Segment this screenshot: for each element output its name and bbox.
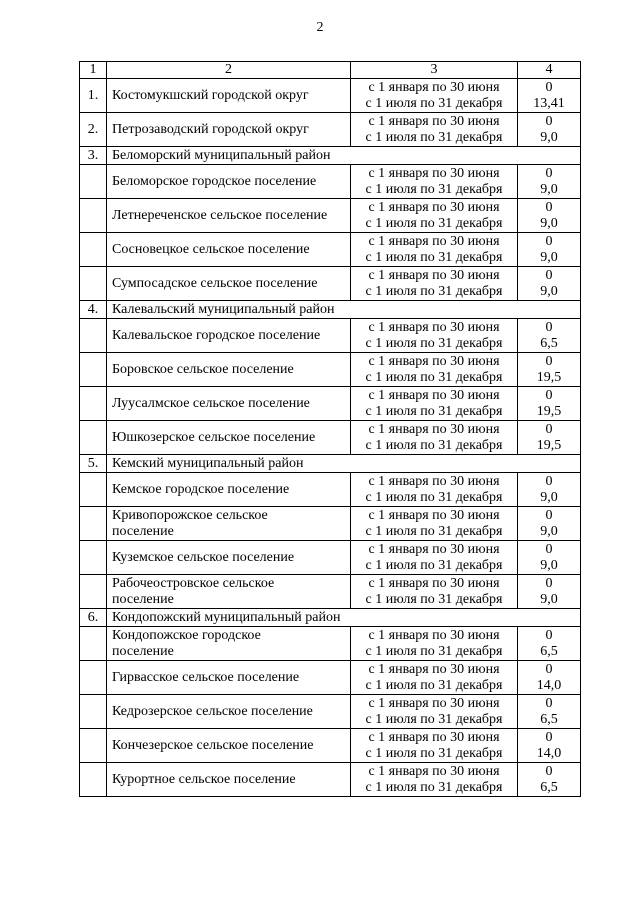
rate-value: 9,0	[540, 283, 558, 299]
table-row	[80, 575, 581, 609]
settlement-name-line: Юшкозерское сельское поселение	[112, 429, 316, 445]
settlement-name	[107, 541, 351, 575]
district-row	[80, 147, 581, 165]
rate-value: 0	[545, 541, 553, 557]
settlement-name-line: Кондопожское городское	[112, 627, 261, 643]
rate-value: 6,5	[540, 779, 558, 795]
settlement-name	[107, 729, 351, 763]
settlement-name-line: Кончезерское сельское поселение	[112, 737, 314, 753]
period-line: с 1 января по 30 июня	[368, 165, 500, 181]
rate-cell	[518, 627, 581, 661]
period-line: с 1 июля по 31 декабря	[365, 181, 503, 197]
period-cell	[351, 165, 518, 199]
settlement-name-line: поселение	[112, 591, 174, 607]
table-row	[80, 353, 581, 387]
header-cell-3: 3	[351, 62, 518, 79]
table-row	[80, 729, 581, 763]
rate-value: 0	[545, 199, 553, 215]
period-line: с 1 июля по 31 декабря	[365, 677, 503, 693]
period-line: с 1 января по 30 июня	[368, 695, 500, 711]
settlement-name-line: Петрозаводский городской округ	[112, 121, 309, 137]
settlement-name	[107, 267, 351, 301]
period-line: с 1 января по 30 июня	[368, 267, 500, 283]
rate-value: 0	[545, 387, 553, 403]
period-line: с 1 июля по 31 декабря	[365, 215, 503, 231]
table-row	[80, 541, 581, 575]
rate-value: 0	[545, 165, 553, 181]
row-number	[80, 421, 107, 455]
row-number	[80, 233, 107, 267]
rate-value: 9,0	[540, 523, 558, 539]
rate-value: 9,0	[540, 249, 558, 265]
row-number	[80, 165, 107, 199]
rate-value: 14,0	[536, 677, 562, 693]
district-name: Беломорский муниципальный район	[107, 147, 581, 165]
rate-value: 0	[545, 233, 553, 249]
period-line: с 1 января по 30 июня	[368, 79, 500, 95]
settlement-name-line: Кедрозерское сельское поселение	[112, 703, 313, 719]
row-number	[80, 729, 107, 763]
settlement-name-line: Гирвасское сельское поселение	[112, 669, 300, 685]
settlement-name-line: Рабочеостровское сельское	[112, 575, 275, 591]
district-row	[80, 455, 581, 473]
period-cell	[351, 627, 518, 661]
rate-value: 0	[545, 627, 553, 643]
row-number	[80, 473, 107, 507]
rate-value: 6,5	[540, 711, 558, 727]
settlement-name	[107, 763, 351, 797]
period-cell	[351, 575, 518, 609]
page-number: 2	[316, 20, 324, 35]
row-number	[80, 695, 107, 729]
settlement-name	[107, 79, 351, 113]
settlement-name-line: Калевальское городское поселение	[112, 327, 321, 343]
row-number	[80, 267, 107, 301]
period-line: с 1 января по 30 июня	[368, 473, 500, 489]
rate-value: 6,5	[540, 643, 558, 659]
rate-value: 9,0	[540, 489, 558, 505]
rate-cell	[518, 353, 581, 387]
settlement-name-line: Сосновецкое сельское поселение	[112, 241, 310, 257]
period-line: с 1 июля по 31 декабря	[365, 403, 503, 419]
settlement-name-line: Кемское городское поселение	[112, 481, 290, 497]
header-cell-4: 4	[518, 62, 581, 79]
rate-value: 19,5	[536, 403, 562, 419]
settlement-name-line: Курортное сельское поселение	[112, 771, 296, 787]
period-line: с 1 июля по 31 декабря	[365, 489, 503, 505]
period-line: с 1 января по 30 июня	[368, 387, 500, 403]
table-row	[80, 473, 581, 507]
settlement-name-line: Боровское сельское поселение	[112, 361, 294, 377]
rate-value: 0	[545, 695, 553, 711]
rate-value: 0	[545, 661, 553, 677]
settlement-name-line: Беломорское городское поселение	[112, 173, 317, 189]
period-cell	[351, 763, 518, 797]
settlement-name	[107, 575, 351, 609]
period-line: с 1 июля по 31 декабря	[365, 283, 503, 299]
rate-value: 0	[545, 507, 553, 523]
table-header-row	[80, 62, 581, 79]
rate-cell	[518, 387, 581, 421]
rate-value: 9,0	[540, 557, 558, 573]
period-line: с 1 июля по 31 декабря	[365, 745, 503, 761]
rate-value: 0	[545, 113, 553, 129]
rate-cell	[518, 661, 581, 695]
district-name: Кемский муниципальный район	[107, 455, 581, 473]
district-row	[80, 609, 581, 627]
rate-cell	[518, 79, 581, 113]
period-line: с 1 июля по 31 декабря	[365, 249, 503, 265]
table-row	[80, 387, 581, 421]
period-line: с 1 июля по 31 декабря	[365, 557, 503, 573]
period-line: с 1 января по 30 июня	[368, 233, 500, 249]
row-number	[80, 661, 107, 695]
table-row	[80, 421, 581, 455]
table-row	[80, 199, 581, 233]
period-line: с 1 января по 30 июня	[368, 729, 500, 745]
period-cell	[351, 387, 518, 421]
rate-cell	[518, 507, 581, 541]
settlement-name	[107, 353, 351, 387]
settlement-name-line: поселение	[112, 643, 174, 659]
period-line: с 1 июля по 31 декабря	[365, 779, 503, 795]
tariff-table	[79, 61, 581, 797]
district-name: Калевальский муниципальный район	[107, 301, 581, 319]
rate-cell	[518, 113, 581, 147]
row-number: 1.	[80, 79, 107, 113]
period-line: с 1 июля по 31 декабря	[365, 523, 503, 539]
period-line: с 1 января по 30 июня	[368, 319, 500, 335]
settlement-name	[107, 695, 351, 729]
period-line: с 1 января по 30 июня	[368, 421, 500, 437]
settlement-name	[107, 319, 351, 353]
period-line: с 1 января по 30 июня	[368, 199, 500, 215]
table-row	[80, 507, 581, 541]
row-number	[80, 627, 107, 661]
table-row	[80, 661, 581, 695]
rate-cell	[518, 541, 581, 575]
period-line: с 1 июля по 31 декабря	[365, 711, 503, 727]
table-row	[80, 165, 581, 199]
period-cell	[351, 661, 518, 695]
period-line: с 1 января по 30 июня	[368, 541, 500, 557]
period-cell	[351, 729, 518, 763]
settlement-name-line: Сумпосадское сельское поселение	[112, 275, 318, 291]
rate-value: 19,5	[536, 437, 562, 453]
period-cell	[351, 113, 518, 147]
row-number	[80, 387, 107, 421]
settlement-name	[107, 473, 351, 507]
row-number: 2.	[80, 113, 107, 147]
period-cell	[351, 473, 518, 507]
period-cell	[351, 507, 518, 541]
rate-value: 0	[545, 319, 553, 335]
rate-value: 0	[545, 729, 553, 745]
period-line: с 1 января по 30 июня	[368, 575, 500, 591]
settlement-name	[107, 627, 351, 661]
table-row	[80, 695, 581, 729]
settlement-name	[107, 507, 351, 541]
period-line: с 1 июля по 31 декабря	[365, 129, 503, 145]
period-cell	[351, 267, 518, 301]
row-number: 3.	[80, 147, 107, 165]
rate-cell	[518, 233, 581, 267]
rate-value: 9,0	[540, 129, 558, 145]
settlement-name-line: Летнереченское сельское поселение	[112, 207, 328, 223]
rate-value: 0	[545, 421, 553, 437]
period-cell	[351, 199, 518, 233]
row-number	[80, 541, 107, 575]
rate-cell	[518, 575, 581, 609]
district-row	[80, 301, 581, 319]
row-number: 4.	[80, 301, 107, 319]
table-row	[80, 763, 581, 797]
settlement-name	[107, 233, 351, 267]
settlement-name	[107, 421, 351, 455]
rate-value: 0	[545, 353, 553, 369]
rate-cell	[518, 729, 581, 763]
period-cell	[351, 353, 518, 387]
header-cell-2: 2	[107, 62, 351, 79]
rate-value: 0	[545, 575, 553, 591]
rate-cell	[518, 763, 581, 797]
period-cell	[351, 79, 518, 113]
rate-value: 0	[545, 267, 553, 283]
row-number: 5.	[80, 455, 107, 473]
header-cell-1: 1	[80, 62, 107, 79]
row-number	[80, 507, 107, 541]
rate-value: 9,0	[540, 591, 558, 607]
settlement-name-line: поселение	[112, 523, 174, 539]
settlement-name-line: Куземское сельское поселение	[112, 549, 295, 565]
settlement-name	[107, 113, 351, 147]
rate-value: 19,5	[536, 369, 562, 385]
settlement-name	[107, 661, 351, 695]
rate-value: 13,41	[533, 95, 565, 111]
period-line: с 1 июля по 31 декабря	[365, 369, 503, 385]
rate-cell	[518, 421, 581, 455]
rate-value: 14,0	[536, 745, 562, 761]
period-line: с 1 июля по 31 декабря	[365, 437, 503, 453]
settlement-name	[107, 387, 351, 421]
period-cell	[351, 233, 518, 267]
rate-cell	[518, 695, 581, 729]
table-row	[80, 627, 581, 661]
row-number	[80, 763, 107, 797]
rate-cell	[518, 199, 581, 233]
period-cell	[351, 695, 518, 729]
period-cell	[351, 541, 518, 575]
rate-cell	[518, 473, 581, 507]
period-line: с 1 июля по 31 декабря	[365, 591, 503, 607]
rate-value: 6,5	[540, 335, 558, 351]
period-line: с 1 января по 30 июня	[368, 763, 500, 779]
rate-value: 9,0	[540, 215, 558, 231]
settlement-name-line: Кривопорожское сельское	[112, 507, 268, 523]
period-line: с 1 января по 30 июня	[368, 353, 500, 369]
row-number: 6.	[80, 609, 107, 627]
rate-value: 0	[545, 763, 553, 779]
period-line: с 1 июля по 31 декабря	[365, 335, 503, 351]
period-line: с 1 июля по 31 декабря	[365, 643, 503, 659]
settlement-name	[107, 165, 351, 199]
period-line: с 1 января по 30 июня	[368, 507, 500, 523]
period-cell	[351, 319, 518, 353]
settlement-name	[107, 199, 351, 233]
rate-cell	[518, 319, 581, 353]
period-line: с 1 января по 30 июня	[368, 627, 500, 643]
row-number	[80, 319, 107, 353]
rate-value: 9,0	[540, 181, 558, 197]
rate-cell	[518, 267, 581, 301]
rate-cell	[518, 165, 581, 199]
row-number	[80, 575, 107, 609]
table-row	[80, 319, 581, 353]
rate-value: 0	[545, 79, 553, 95]
period-line: с 1 января по 30 июня	[368, 113, 500, 129]
district-name: Кондопожский муниципальный район	[107, 609, 581, 627]
period-line: с 1 января по 30 июня	[368, 661, 500, 677]
row-number	[80, 353, 107, 387]
settlement-name-line: Костомукшский городской округ	[112, 87, 309, 103]
table-row	[80, 233, 581, 267]
period-line: с 1 июля по 31 декабря	[365, 95, 503, 111]
settlement-name-line: Луусалмское сельское поселение	[112, 395, 310, 411]
rate-value: 0	[545, 473, 553, 489]
table-row	[80, 267, 581, 301]
period-cell	[351, 421, 518, 455]
row-number	[80, 199, 107, 233]
table-row	[80, 79, 581, 113]
table-row	[80, 113, 581, 147]
